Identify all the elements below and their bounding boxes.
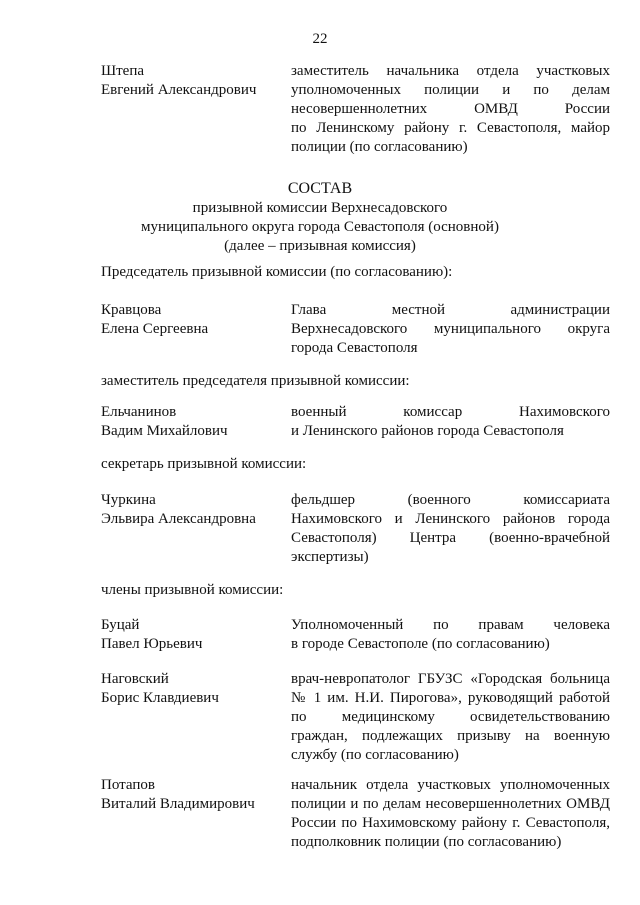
given-names: Павел Юрьевич bbox=[101, 636, 203, 652]
member-role bbox=[291, 403, 610, 441]
given-names: Эльвира Александровна bbox=[101, 511, 256, 527]
given-names: Борис Клавдиевич bbox=[101, 690, 219, 706]
member-name bbox=[101, 491, 291, 567]
deputy-label: заместитель председателя призывной комиссии: bbox=[101, 373, 410, 389]
surname: Потапов bbox=[101, 777, 155, 793]
member-name bbox=[101, 62, 291, 157]
role-line: фельдшер (военного комиссариата bbox=[291, 492, 610, 508]
role-line: заместитель начальника отдела участковых bbox=[291, 63, 610, 79]
given-names: Вадим Михайлович bbox=[101, 423, 228, 439]
role-line: полиции и по делам несовершеннолетних ОМВД bbox=[291, 796, 610, 812]
role-line: военный комиссар Нахимовского bbox=[291, 404, 610, 420]
page-number: 22 bbox=[312, 31, 328, 47]
surname: Штепа bbox=[101, 63, 145, 79]
member-role bbox=[291, 491, 610, 567]
role-line: Нахимовского и Ленинского районов города bbox=[291, 511, 610, 527]
role-line: Уполномоченный по правам человека bbox=[291, 617, 610, 633]
member-role bbox=[291, 62, 610, 157]
surname: Ельчанинов bbox=[101, 404, 177, 420]
member-name bbox=[101, 403, 291, 441]
member-role bbox=[291, 301, 610, 358]
chair-label: Председатель призывной комиссии (по согласованию): bbox=[101, 264, 453, 280]
member-role bbox=[291, 670, 610, 765]
given-names: Евгений Александрович bbox=[101, 82, 257, 98]
given-names: Елена Сергеевна bbox=[101, 321, 209, 337]
member-role bbox=[291, 776, 610, 852]
member-name bbox=[101, 776, 291, 852]
member-entry bbox=[101, 616, 621, 654]
member-entry-shtepa bbox=[101, 62, 621, 157]
member-role bbox=[291, 616, 610, 654]
role-line: врач-невропатолог ГБУЗС «Городская больница bbox=[291, 671, 610, 687]
role-line: экспертизы) bbox=[291, 549, 369, 565]
member-entry bbox=[101, 776, 621, 852]
role-line: по Ленинскому району г. Севастополя, майор bbox=[291, 120, 610, 136]
member-entry-secretary bbox=[101, 491, 621, 567]
role-line: Севастополя) Центра (военно-врачебной bbox=[291, 530, 610, 546]
member-entry-chair bbox=[101, 301, 621, 358]
heading-line: (далее – призывная комиссия) bbox=[224, 238, 416, 254]
heading-line: муниципального округа города Севастополя (основной) bbox=[141, 219, 499, 235]
role-line: Верхнесадовского муниципального округа bbox=[291, 321, 610, 337]
role-line: службу (по согласованию) bbox=[291, 747, 459, 763]
role-line: в городе Севастополе (по согласованию) bbox=[291, 636, 550, 652]
member-name bbox=[101, 670, 291, 765]
surname: Наговский bbox=[101, 671, 169, 687]
given-names: Виталий Владимирович bbox=[101, 796, 255, 812]
role-line: города Севастополя bbox=[291, 340, 418, 356]
role-line: и Ленинского районов города Севастополя bbox=[291, 423, 564, 439]
heading-line: призывной комиссии Верхнесадовского bbox=[192, 200, 448, 216]
role-line: уполномоченных полиции и по делам bbox=[291, 82, 610, 98]
document-heading bbox=[0, 179, 640, 256]
role-line: полиции (по согласованию) bbox=[291, 139, 468, 155]
heading-title: СОСТАВ bbox=[287, 180, 353, 197]
role-line: по медицинскому освидетельствованию bbox=[291, 709, 610, 725]
member-name bbox=[101, 301, 291, 358]
role-line: начальник отдела участковых уполномоченных bbox=[291, 777, 610, 793]
surname: Буцай bbox=[101, 617, 140, 633]
surname: Чуркина bbox=[101, 492, 156, 508]
surname: Кравцова bbox=[101, 302, 162, 318]
role-line: подполковник полиции (по согласованию) bbox=[291, 834, 562, 850]
member-entry bbox=[101, 670, 621, 765]
role-line: № 1 им. Н.И. Пирогова», руководящий работой bbox=[291, 690, 610, 706]
member-entry-deputy bbox=[101, 403, 621, 441]
role-line: несовершеннолетних ОМВД России bbox=[291, 101, 610, 117]
role-line: граждан, подлежащих призыву на военную bbox=[291, 728, 610, 744]
role-line: Глава местной администрации bbox=[291, 302, 610, 318]
secretary-label: секретарь призывной комиссии: bbox=[101, 456, 307, 472]
role-line: России по Нахимовскому району г. Севастополя, bbox=[291, 815, 610, 831]
member-name bbox=[101, 616, 291, 654]
members-label: члены призывной комиссии: bbox=[101, 582, 284, 598]
